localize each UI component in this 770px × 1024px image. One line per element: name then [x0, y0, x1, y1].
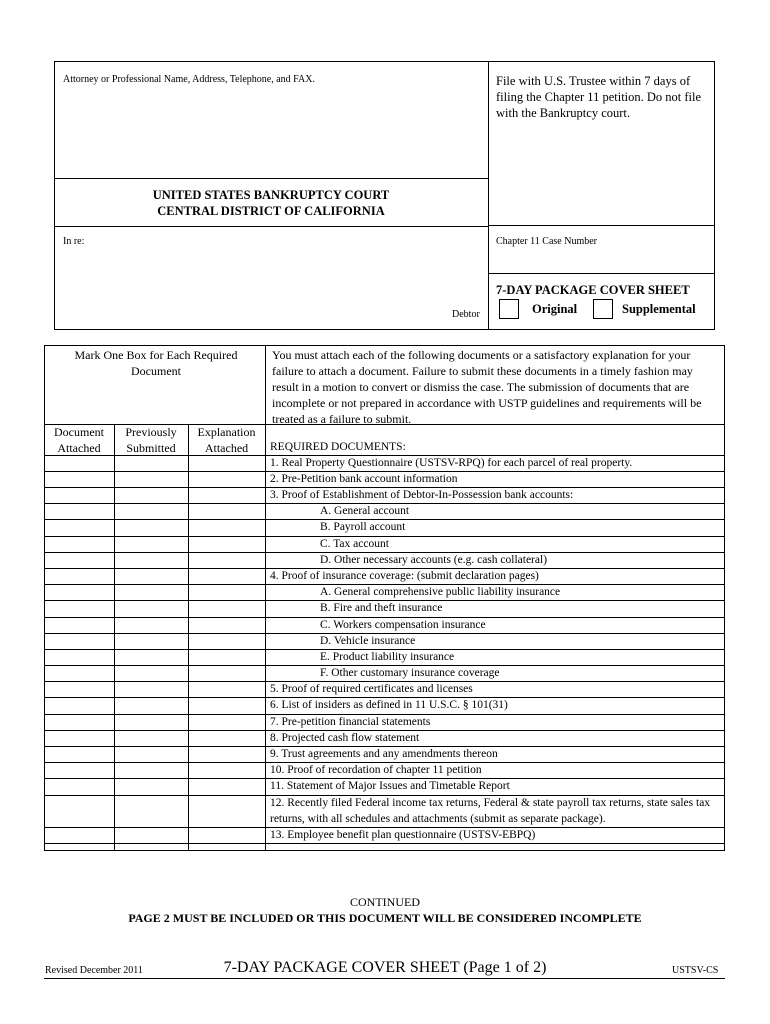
document-attached-cell[interactable] — [45, 553, 113, 567]
explanation-attached-cell[interactable] — [189, 472, 264, 486]
required-item: 2. Pre-Petition bank account information — [270, 473, 458, 485]
document-attached-cell[interactable] — [45, 569, 113, 583]
document-attached-cell[interactable] — [45, 585, 113, 599]
page-footer-title: 7-DAY PACKAGE COVER SHEET (Page 1 of 2) — [223, 959, 547, 976]
document-attached-cell[interactable] — [45, 472, 113, 486]
document-attached-cell[interactable] — [45, 634, 113, 648]
required-item: 3. Proof of Establishment of Debtor-In-Possession bank accounts: — [270, 489, 574, 501]
explanation-attached-cell[interactable] — [189, 488, 264, 502]
document-attached-cell[interactable] — [45, 731, 113, 745]
document-attached-cell[interactable] — [45, 650, 113, 664]
explanation-attached-cell[interactable] — [189, 650, 264, 664]
document-attached-cell[interactable] — [45, 666, 113, 680]
col-header-explanation-attached: Explanation Attached — [197, 425, 256, 455]
explanation-attached-cell[interactable] — [189, 666, 264, 680]
explanation-attached-cell[interactable] — [189, 779, 264, 794]
previously-submitted-cell[interactable] — [115, 698, 187, 713]
document-attached-cell[interactable] — [45, 763, 113, 777]
required-subitem: E. Product liability insurance — [320, 651, 455, 663]
required-subitem: C. Workers compensation insurance — [320, 619, 486, 631]
document-attached-cell[interactable] — [45, 698, 113, 713]
document-attached-cell[interactable] — [45, 601, 113, 616]
explanation-attached-cell[interactable] — [189, 763, 264, 777]
explanation-attached-cell[interactable] — [189, 553, 264, 567]
previously-submitted-cell[interactable] — [115, 488, 187, 502]
explanation-attached-cell[interactable] — [189, 585, 264, 599]
required-subitem: B. Payroll account — [320, 521, 406, 533]
previously-submitted-cell[interactable] — [115, 796, 187, 826]
explanation-attached-cell[interactable] — [189, 569, 264, 583]
document-attached-cell[interactable] — [45, 747, 113, 761]
continued-label: CONTINUED — [350, 895, 420, 909]
col-header-document-attached: Document Attached — [54, 425, 104, 455]
required-item: 10. Proof of recordation of chapter 11 petition — [270, 764, 482, 776]
explanation-attached-cell[interactable] — [189, 682, 264, 696]
required-documents-heading: REQUIRED DOCUMENTS: — [270, 441, 406, 453]
previously-submitted-cell[interactable] — [115, 650, 187, 664]
explanation-attached-cell[interactable] — [189, 520, 264, 535]
previously-submitted-cell[interactable] — [115, 634, 187, 648]
document-attached-cell[interactable] — [45, 456, 113, 470]
previously-submitted-cell[interactable] — [115, 779, 187, 794]
explanation-attached-cell[interactable] — [189, 828, 264, 842]
explanation-attached-cell[interactable] — [189, 715, 264, 729]
previously-submitted-cell[interactable] — [115, 666, 187, 680]
required-subitem: B. Fire and theft insurance — [320, 602, 443, 614]
original-checkbox[interactable] — [499, 299, 519, 319]
required-item: 5. Proof of required certificates and licenses — [270, 683, 473, 695]
explanation-attached-cell[interactable] — [189, 456, 264, 470]
document-attached-cell[interactable] — [45, 715, 113, 729]
required-item: 1. Real Property Questionnaire (USTSV-RPQ) for each parcel of real property. — [270, 457, 633, 469]
explanation-attached-cell[interactable] — [189, 537, 264, 551]
required-subitem: F. Other customary insurance coverage — [320, 667, 500, 679]
previously-submitted-cell[interactable] — [115, 828, 187, 842]
required-subitem: A. General comprehensive public liability insurance — [320, 586, 561, 598]
previously-submitted-cell[interactable] — [115, 763, 187, 777]
previously-submitted-cell[interactable] — [115, 731, 187, 745]
previously-submitted-cell[interactable] — [115, 456, 187, 470]
trustee-filing-note: File with U.S. Trustee within 7 days of filing the Chapter 11 petition. Do not file with the Bankruptcy court. — [496, 74, 702, 120]
supplemental-checkbox[interactable] — [593, 299, 613, 319]
previously-submitted-cell[interactable] — [115, 601, 187, 616]
attorney-info-label: Attorney or Professional Name, Address, Telephone, and FAX. — [63, 74, 315, 85]
explanation-attached-cell[interactable] — [189, 796, 264, 826]
table-row-line — [44, 843, 725, 844]
explanation-attached-cell[interactable] — [189, 731, 264, 745]
document-attached-cell[interactable] — [45, 520, 113, 535]
debtor-label: Debtor — [452, 309, 480, 320]
previously-submitted-cell[interactable] — [115, 682, 187, 696]
required-item: 8. Projected cash flow statement — [270, 732, 420, 744]
footer-rule — [44, 978, 725, 979]
document-attached-cell[interactable] — [45, 504, 113, 518]
instructions-text: You must attach each of the following documents or a satisfactory explanation for your failure to attach a document. Failure to submit these documents in a timely fashion may result in a motion to convert or dismiss the case. The submission of documents that are incomplete or not prepared in accordance with USTP guidelines and requirements will be treated as a failure to submit. — [272, 348, 702, 426]
document-attached-cell[interactable] — [45, 488, 113, 502]
previously-submitted-cell[interactable] — [115, 504, 187, 518]
required-item: 6. List of insiders as defined in 11 U.S.C. § 101(31) — [270, 699, 508, 711]
case-number-field[interactable] — [494, 250, 709, 270]
required-subitem: D. Other necessary accounts (e.g. cash collateral) — [320, 554, 548, 566]
required-item: 13. Employee benefit plan questionnaire (USTSV-EBPQ) — [270, 829, 536, 841]
revised-date: Revised December 2011 — [45, 965, 143, 976]
document-attached-cell[interactable] — [45, 828, 113, 842]
required-subitem: D. Vehicle insurance — [320, 635, 416, 647]
previously-submitted-cell[interactable] — [115, 585, 187, 599]
explanation-attached-cell[interactable] — [189, 634, 264, 648]
in-re-label: In re: — [63, 236, 85, 247]
previously-submitted-cell[interactable] — [115, 520, 187, 535]
document-attached-cell[interactable] — [45, 779, 113, 794]
required-item: 12. Recently filed Federal income tax returns, Federal & state payroll tax returns, state sales tax returns, with all schedules and attachments (submit as separate package). — [270, 797, 711, 825]
col-header-previously-submitted: Previously Submitted — [125, 425, 177, 455]
document-attached-cell[interactable] — [45, 682, 113, 696]
explanation-attached-cell[interactable] — [189, 747, 264, 761]
previously-submitted-cell[interactable] — [115, 715, 187, 729]
required-item: 7. Pre-petition financial statements — [270, 716, 431, 728]
original-label: Original — [532, 302, 578, 316]
court-name: UNITED STATES BANKRUPTCY COURT — [152, 188, 390, 202]
mark-one-box-header: Mark One Box for Each Required Document — [74, 348, 238, 378]
previously-submitted-cell[interactable] — [115, 747, 187, 761]
previously-submitted-cell[interactable] — [115, 569, 187, 583]
page2-notice: PAGE 2 MUST BE INCLUDED OR THIS DOCUMENT WILL BE CONSIDERED INCOMPLETE — [128, 911, 642, 925]
cover-sheet-title: 7-DAY PACKAGE COVER SHEET — [496, 283, 690, 297]
previously-submitted-cell[interactable] — [115, 472, 187, 486]
form-code: USTSV-CS — [672, 965, 719, 976]
court-district: CENTRAL DISTRICT OF CALIFORNIA — [157, 204, 385, 218]
explanation-attached-cell[interactable] — [189, 698, 264, 713]
required-item: 9. Trust agreements and any amendments thereon — [270, 748, 498, 760]
document-attached-cell[interactable] — [45, 537, 113, 551]
document-attached-cell[interactable] — [45, 618, 113, 632]
explanation-attached-cell[interactable] — [189, 618, 264, 632]
debtor-name-field[interactable] — [60, 250, 480, 305]
document-attached-cell[interactable] — [45, 796, 113, 826]
required-item: 4. Proof of insurance coverage: (submit declaration pages) — [270, 570, 539, 582]
previously-submitted-cell[interactable] — [115, 537, 187, 551]
supplemental-label: Supplemental — [622, 302, 696, 316]
explanation-attached-cell[interactable] — [189, 601, 264, 616]
required-subitem: A. General account — [320, 505, 410, 517]
previously-submitted-cell[interactable] — [115, 553, 187, 567]
required-item: 11. Statement of Major Issues and Timetable Report — [270, 780, 510, 792]
required-subitem: C. Tax account — [320, 538, 389, 550]
explanation-attached-cell[interactable] — [189, 504, 264, 518]
case-number-label: Chapter 11 Case Number — [496, 236, 597, 247]
previously-submitted-cell[interactable] — [115, 618, 187, 632]
